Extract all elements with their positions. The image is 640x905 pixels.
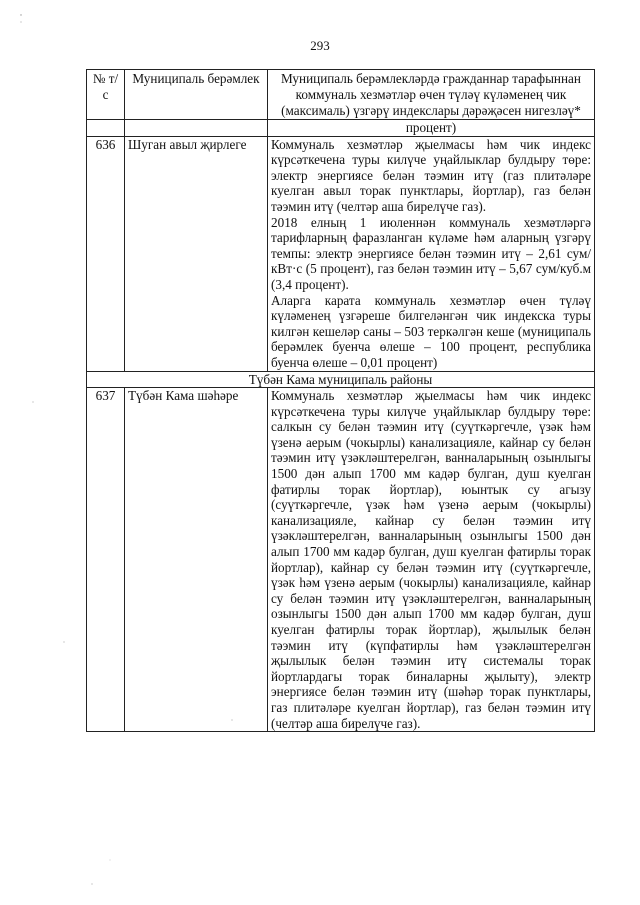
district-name: Түбән Кама муниципаль районы (87, 371, 595, 388)
table-row (87, 136, 595, 371)
description-paragraph: Коммуналь хезмәтләр җыелмасы һәм чик индекс күрсәткечена туры килүче уңайлыклар булдыру төре: электр энергиясе белән тәэмин итү (газ плитәләре куелган авыл торак пунктлары, йортлар), газ белән тәэмин итү (челтәр аша бирелүче газ). (271, 136, 591, 214)
page-number: 293 (310, 38, 330, 53)
description-paragraph: 2018 елның 1 июленнән коммуналь хезмәтләргә тарифларның фаразланган күләме һәм аларның үзгәрү темпы: электр энергиясе белән тәэмин итү – 2,61 сум/кВт·с (5 процент), газ белән тәэмин итү – 5,67 сум/куб.м (3,4 процент). (271, 214, 591, 292)
table-row (87, 388, 595, 732)
header-municipality: Муниципаль берәмлек (125, 70, 268, 120)
header-description: Муниципаль берәмлекләрдә гражданнар тарафыннан коммуналь хезмәтләр өчен түләү күләменең чик (максималь) үзгәрү индекслары дәрәҗәсен нигезләү* (268, 70, 595, 120)
row-description (268, 136, 595, 371)
description-paragraph: Коммуналь хезмәтләр җыелмасы һәм чик индекс күрсәткечена туры килүче уңайлыклар булдыру төре: салкын су белән тәэмин итү (суүткәргечле, үзәк һәм үзенә аерым (чокырлы) канализацияле, кайнар су белән тәэмин итү үзәкләштерелгән, ванналарының озынлыгы 1500 дән алып 1700 мм кадәр булган, душ куелган фатирлы торак йортлар), юынтык су агызу (суүткәргечле, үзәк һәм үзенә аерым (чокырлы) канализацияле, кайнар су белән тәэмин итү үзәкләштерелгән, ванналарының озынлыгы 1500 дән алып 1700 мм кадәр булган, душ куелган фатирлы торак йортлар), кайнар су белән тәэмин итү (суүткәргечле, үзәк һәм үзенә аерым (чокырлы) канализацияле, кайнар су белән тәэмин итү үзәкләштерелгән, ванналарының озынлыгы 1500 дән алып 1700 мм кадәр булган, душ куелган фатирлы торак йортлар), җылылык белән тәэмин итү (күпфатирлы һәм үзәкләштерелгән җылылык белән тәэмин итү системалы торак йортлардагы торак биналарны җылыту), электр энергиясе белән тәэмин итү (шәһәр торак пунктлары, газ плитәләре куелган йортлар), газ белән тәэмин итү (челтәр аша бирелүче газ). (271, 388, 591, 731)
row-description (268, 388, 595, 732)
description-paragraph: Аларга карата коммуналь хезмәтләр өчен түләү күләменең үзгәреше билгеләнгән чик индекска туры килгән кешеләр саны – 503 теркәлгән кеше (муниципаль берәмлек буенча өлеше – 100 процент, республика буенча өлеше – 0,01 процент) (271, 292, 591, 370)
row-number: 636 (87, 136, 125, 371)
continuation-text: процент) (268, 120, 595, 137)
continuation-row (87, 120, 595, 137)
tariff-table (86, 69, 595, 732)
header-number: № т/с (87, 70, 125, 120)
row-number: 637 (87, 388, 125, 732)
table-header-row (87, 70, 595, 120)
row-municipality: Түбән Кама шәһәре (125, 388, 268, 732)
row-municipality: Шуган авыл җирлеге (125, 136, 268, 371)
district-row (87, 371, 595, 388)
